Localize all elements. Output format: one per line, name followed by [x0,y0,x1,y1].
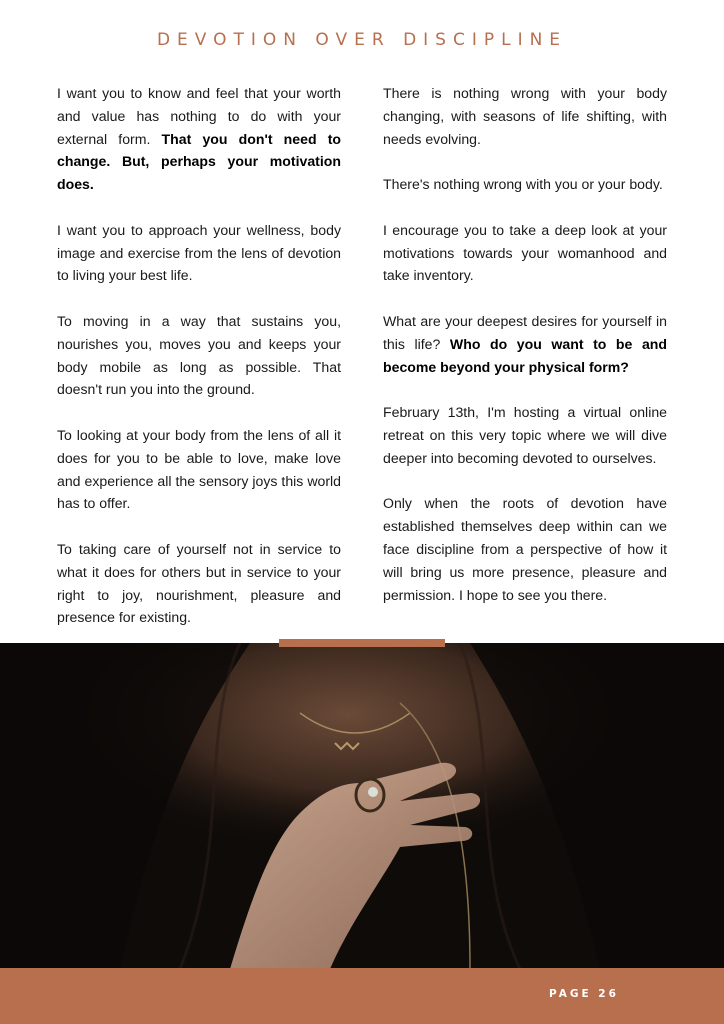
paragraph: Only when the roots of devotion have established themselves deep within can we face discipline from a perspective of how it will bring us more presence, pleasure and permission. I hope to see you there. [383,495,667,603]
paragraph-text: I want you to know and feel that your worth and value has nothing to do with your external form. [57,85,341,147]
paragraph: To taking care of yourself not in service to what it does for others but in service to your right to joy, nourishment, pleasure and presence for existing. [57,540,341,626]
hero-photo [0,643,724,969]
paragraph: To looking at your body from the lens of all it does for you to be able to love, make love and experience all the sensory joys this world has to offer. [57,426,341,512]
paragraph: I encourage you to take a deep look at your motivations towards your womanhood and take inventory. [383,221,667,284]
page-number: PAGE 26 [549,988,619,1000]
paragraph-emphasis: Who do you want to be and become beyond your physical form? [383,335,667,375]
paragraph: There's nothing wrong with you or your body. [383,176,663,193]
hand-on-chest-image [0,643,724,969]
paragraph-emphasis: That you don't need to change. But, perhaps your motivation does. [57,130,342,193]
paragraph: February 13th, I'm hosting a virtual online retreat on this very topic where we will dive deeper into becoming devoted to ourselves. [383,404,667,466]
paragraph: To moving in a way that sustains you, nourishes you, moves you and keeps your body mobile as long as possible. That doesn't run you into the ground. [57,312,341,398]
left-text-column [57,82,341,652]
page-footer [0,968,724,1024]
page-title: DEVOTION OVER DISCIPLINE [156,30,568,50]
paragraph [57,82,341,196]
paragraph: I want you to approach your wellness, body image and exercise from the lens of devotion to living your best life. [57,221,341,284]
paragraph [383,310,667,378]
accent-divider [279,639,445,647]
right-text-column [383,82,667,629]
paragraph: There is nothing wrong with your body changing, with seasons of life shifting, with needs evolving. [383,85,667,147]
paragraph-text: What are your deepest desires for yourself in this life? [383,312,667,352]
